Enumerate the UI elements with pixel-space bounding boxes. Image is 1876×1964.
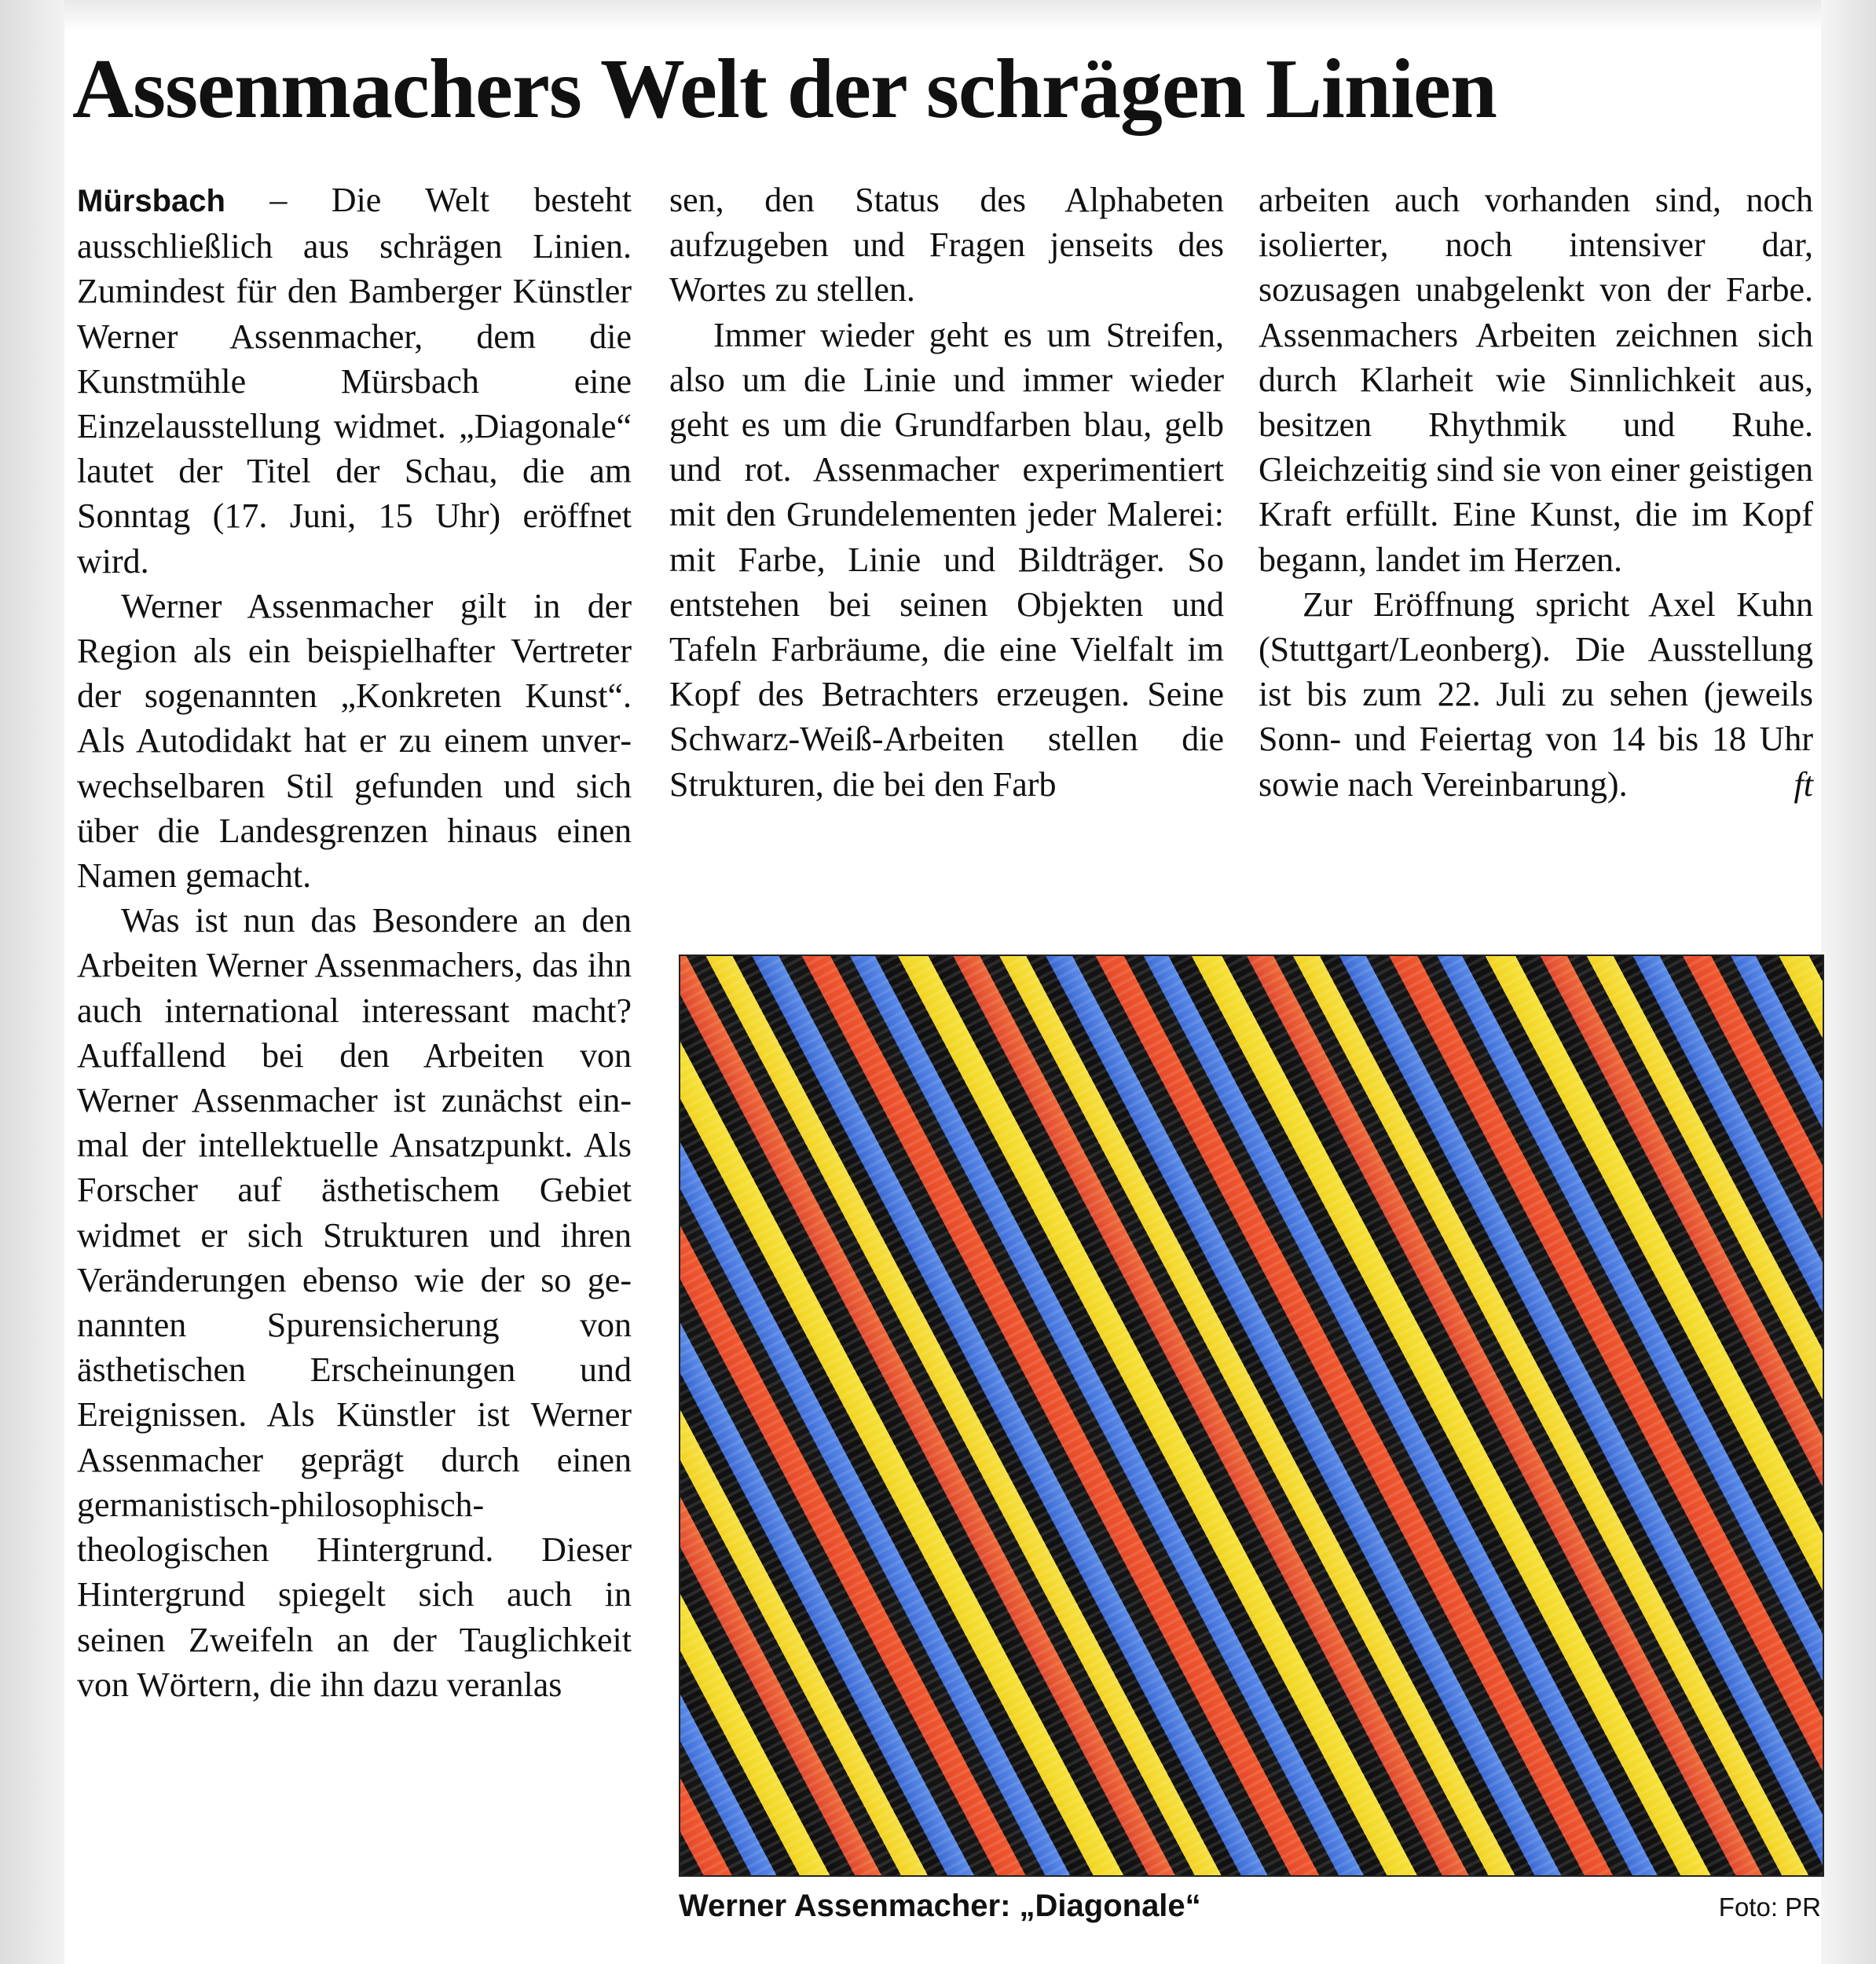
headline: Assenmachers Welt der schrägen Linien: [72, 42, 1497, 136]
paragraph: [1259, 582, 1813, 807]
photo-caption: Werner Assenmacher: „Diagonale“: [679, 1889, 1201, 1923]
paragraph-continued: sen, den Status des Alphabeten aufzugeben und Fragen jenseits des Wortes zu stellen.: [669, 181, 1224, 310]
scan-edge-right: [1821, 0, 1876, 1964]
text-column-1: [77, 178, 632, 1937]
scan-edge-top: [64, 0, 1821, 31]
photo-caption-bar: [679, 1884, 1821, 1931]
author-initials: ft: [1794, 764, 1813, 804]
paragraph: Was ist nun das Besondere an den Arbeiten Werner Assenmachers, das ihn auch international interessant macht? Auffallend bei den Arbeiten von Werner Assenmacher ist zunächst einmal der intellektuelle Ansatzpunkt. Als Forscher auf ästhetischem Gebiet widmet er sich Strukturen und ihren Veränderungen ebenso wie der so genannten Spurensicherung von ästhetischen Erscheinungen und Ereignissen. Als Künstler ist Werner Assenmacher geprägt durch einen germanistisch-philosophisch-theologischen Hintergrund. Dieser Hintergrund spiegelt sich auch in seinen Zweifeln an der Tauglichkeit von Wörtern, die ihn dazu veranlas: [77, 901, 632, 1704]
paragraph: Immer wieder geht es um Streifen, also um die Linie und immer wieder geht es um die Grundfarben blau, gelb und rot. Assenmacher experimentiert mit den Grundelementen jeder Malerei: mit Farbe, Linie und Bildträger. So entstehen bei seinen Objekten und Tafeln Farbräume, die eine Vielfalt im Kopf des Betrachters erzeugen. Seine Schwarz-Weiß-Arbeiten stellen die Strukturen, die bei den Farb: [669, 315, 1224, 804]
paragraph-text: Die Welt besteht ausschließlich aus schrägen Linien. Zumindest für den Bamberger Künstler Werner Assenmacher, dem die Kunstmühle Mürsbach eine Einzelausstellung widmet. „Diagonale“ lautet der Titel der Schau, die am Sonntag (17. Juni, 15 Uhr) eröffnet wird.: [77, 181, 632, 581]
paragraph-continued: arbeiten auch vorhanden sind, noch isolierter, noch intensiver dar, sozusagen unabgelenkt von der Farbe. Assenmachers Arbeiten zeichnen sich durch Klarheit wie Sinnlichkeit aus, besitzen Rhythmik und Ruhe. Gleichzeitig sind sie von einer geistigen Kraft erfüllt. Eine Kunst, die im Kopf begann, landet im Herzen.: [1259, 181, 1813, 579]
paragraph: Werner Assenmacher gilt in der Region als ein beispielhafter Vertreter der sogenannten „Konkreten Kunst“. Als Autodidakt hat er zu einem unverwechselbaren Stil gefunden und sich über die Landesgrenzen hinaus einen Namen gemacht.: [77, 586, 632, 896]
scan-edge-left: [0, 0, 64, 1964]
dateline: Mürsbach: [77, 184, 225, 218]
artwork-photo: [679, 955, 1824, 1877]
text-column-3: [1259, 178, 1813, 804]
paragraph: [77, 178, 632, 584]
text-column-2: [669, 178, 1224, 804]
photo-credit: Foto: PR: [1718, 1893, 1821, 1922]
paragraph-text: Zur Eröffnung spricht Axel Kuhn (Stuttgart/Leonberg). Die Ausstellung ist bis zum 22. Juli zu sehen (jeweils Sonn- und Feiertag von 14 bis 18 Uhr sowie nach Vereinbarung).: [1259, 584, 1813, 804]
dateline-dash: –: [225, 181, 332, 219]
newspaper-article: [72, 31, 1821, 1956]
